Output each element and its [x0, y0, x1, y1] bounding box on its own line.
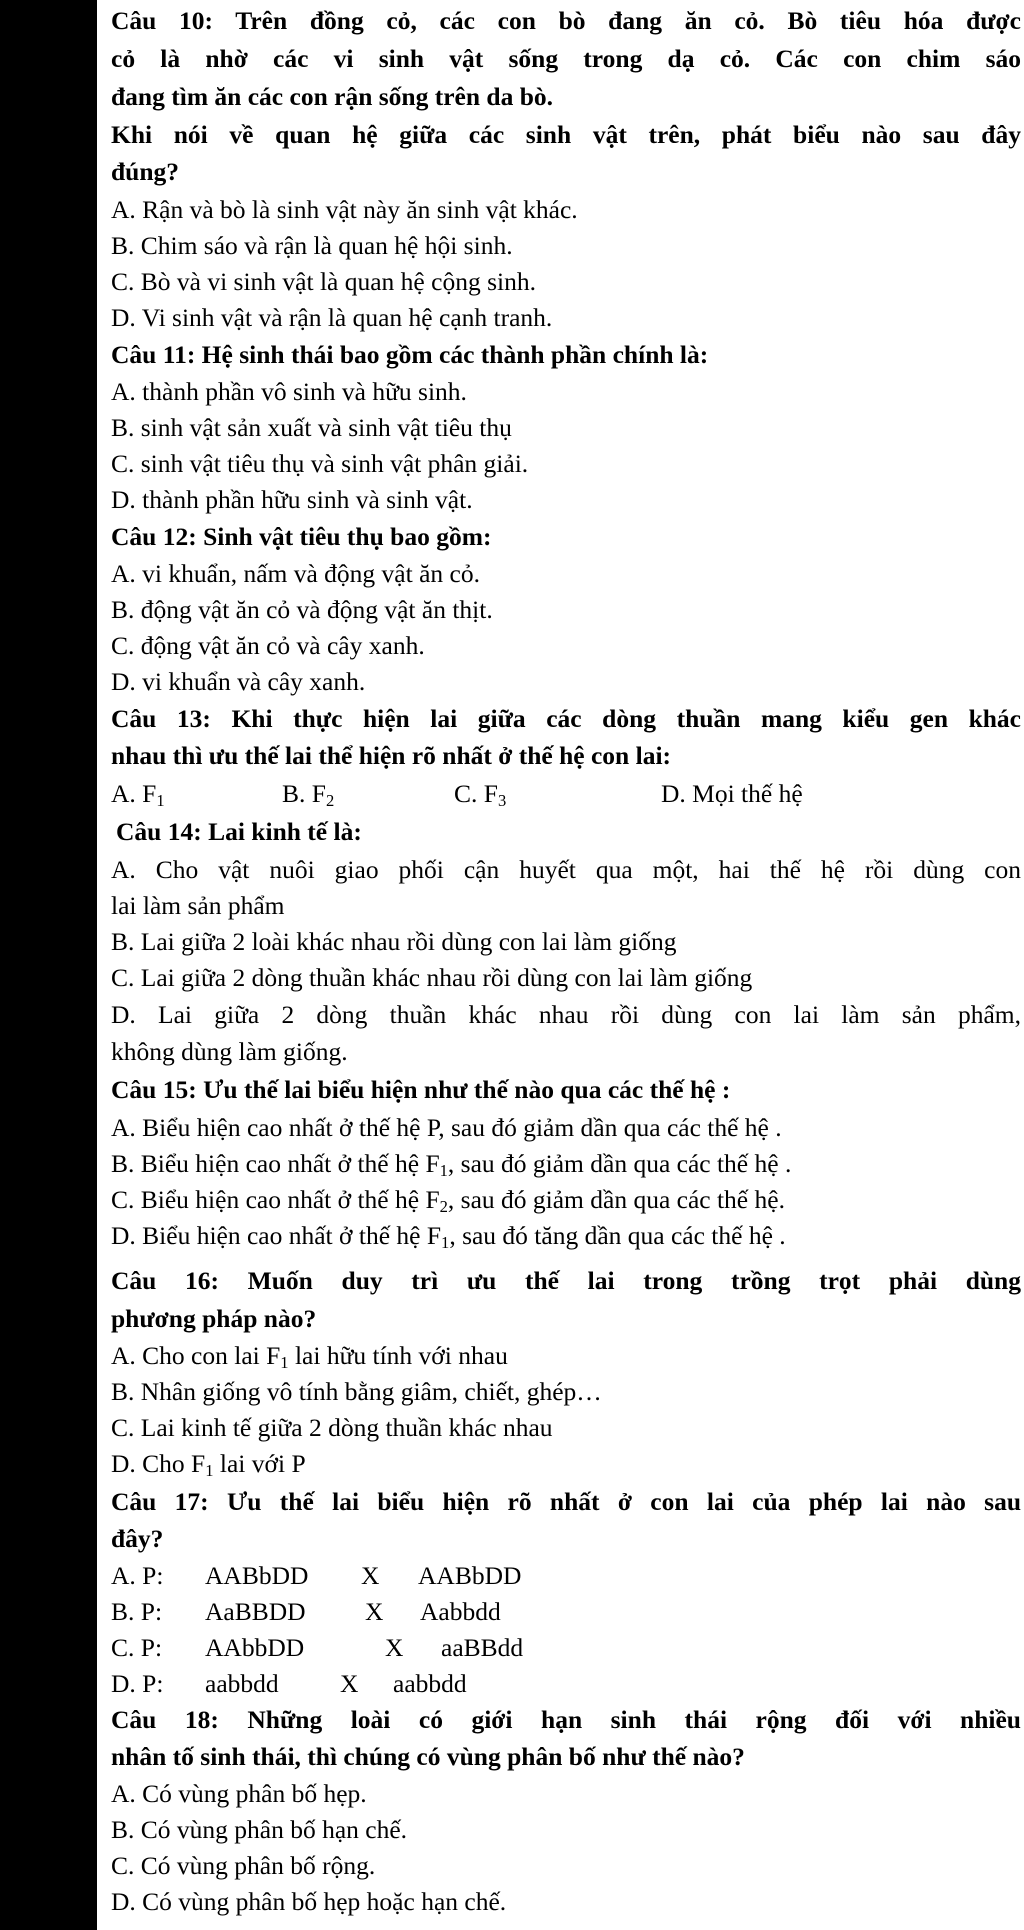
question-17-option-d-label: D. P: — [111, 1669, 164, 1698]
option-text: C. Lai kinh tế giữa 2 dòng thuần khác nhau — [111, 1413, 553, 1442]
option-text: C. Biểu hiện cao nhất ở thế hệ F — [111, 1185, 440, 1214]
question-10-stem-line: cỏ là nhờ các vi sinh vật sống trong dạ cỏ. Các con chim sáo — [111, 44, 1021, 73]
question-18-option-a: A. Có vùng phân bố hẹp. — [111, 1779, 367, 1808]
question-16-option-c — [111, 1411, 553, 1445]
option-text: D. Cho F — [111, 1449, 206, 1478]
question-15-option-a — [111, 1111, 782, 1145]
question-17-option-a-label: A. P: — [111, 1561, 164, 1590]
question-13-option-c — [454, 777, 506, 811]
question-13-stem-line: nhau thì ưu thế lai thể hiện rõ nhất ở thế hệ con lai: — [111, 741, 672, 770]
question-17-option-d-parent-2: aabbdd — [393, 1669, 467, 1698]
option-label: B. F — [282, 779, 326, 808]
question-17-stem-line: đây? — [111, 1524, 164, 1553]
question-17-option-c-parent-1: AAbbDD — [205, 1633, 305, 1662]
question-18-stem-line: nhân tố sinh thái, thì chúng có vùng phân bố như thế nào? — [111, 1742, 745, 1771]
question-17-option-d-parent-1: aabbdd — [205, 1669, 279, 1698]
question-10-stem-line: Câu 10: Trên đồng cỏ, các con bò đang ăn cỏ. Bò tiêu hóa được — [111, 6, 1021, 35]
option-text: lai hữu tính với nhau — [288, 1341, 508, 1370]
question-17-option-a-parent-1: AABbDD — [205, 1561, 309, 1590]
option-text: B. Nhân giống vô tính bằng giâm, chiết, ghép… — [111, 1377, 602, 1406]
option-label: C. F — [454, 779, 498, 808]
question-18-stem-line: Câu 18: Những loài có giới hạn sinh thái rộng đối với nhiều — [111, 1705, 1021, 1734]
question-17-stem-line: Câu 17: Ưu thế lai biểu hiện rõ nhất ở con lai của phép lai nào sau — [111, 1487, 1021, 1516]
question-18-option-b: B. Có vùng phân bố hạn chế. — [111, 1815, 408, 1844]
option-text: , sau đó giảm dần qua các thế hệ . — [447, 1149, 792, 1178]
subscript: 2 — [439, 1197, 448, 1217]
question-14-option-line: không dùng làm giống. — [111, 1037, 348, 1066]
question-13-stem-line: Câu 13: Khi thực hiện lai giữa các dòng thuần mang kiểu gen khác — [111, 704, 1021, 733]
question-17-option-c-cross: X — [385, 1633, 404, 1662]
question-11-option-c: C. sinh vật tiêu thụ và sinh vật phân giải. — [111, 449, 529, 478]
question-13-option-d — [661, 777, 803, 811]
question-17-option-b-parent-1: AaBBDD — [205, 1597, 306, 1626]
question-15-option-d — [111, 1219, 786, 1253]
question-13-option-b — [282, 777, 334, 811]
question-17-option-b-label: B. P: — [111, 1597, 163, 1626]
question-17-option-a-parent-2: AABbDD — [418, 1561, 522, 1590]
question-17-option-c-parent-2: aaBBdd — [441, 1633, 524, 1662]
question-14-option-line: A. Cho vật nuôi giao phối cận huyết qua một, hai thế hệ rồi dùng con — [111, 855, 1021, 884]
option-text: D. Biểu hiện cao nhất ở thế hệ F — [111, 1221, 442, 1250]
question-17-option-b-cross: X — [365, 1597, 384, 1626]
question-14-option-line: lai làm sản phẩm — [111, 891, 285, 920]
option-text: A. Cho con lai F — [111, 1341, 281, 1370]
question-10-option-d: D. Vi sinh vật và rận là quan hệ cạnh tranh. — [111, 303, 553, 332]
question-16-option-b — [111, 1375, 602, 1409]
subscript: 1 — [156, 791, 165, 811]
question-18-option-d: D. Có vùng phân bố hẹp hoặc hạn chế. — [111, 1887, 507, 1916]
question-15-option-c — [111, 1183, 785, 1217]
question-10-stem-line: đúng? — [111, 157, 180, 186]
subscript: 1 — [441, 1233, 450, 1253]
question-17-option-d-cross: X — [340, 1669, 359, 1698]
question-13-option-a — [111, 777, 165, 811]
question-14-option-line: D. Lai giữa 2 dòng thuần khác nhau rồi dùng con lai làm sản phẩm, — [111, 1000, 1021, 1029]
question-12-option-d: D. vi khuẩn và cây xanh. — [111, 667, 366, 696]
subscript: 1 — [439, 1161, 448, 1181]
option-text: A. Biểu hiện cao nhất ở thế hệ P, sau đó giảm dần qua các thế hệ . — [111, 1113, 782, 1142]
document-page — [97, 0, 1024, 1930]
option-text: , sau đó tăng dần qua các thế hệ . — [449, 1221, 786, 1250]
question-12-option-a: A. vi khuẩn, nấm và động vật ăn cỏ. — [111, 559, 480, 588]
question-11-option-d: D. thành phần hữu sinh và sinh vật. — [111, 485, 473, 514]
question-16-option-d — [111, 1447, 306, 1481]
question-15-stem: Câu 15: Ưu thế lai biểu hiện như thế nào qua các thế hệ : — [111, 1075, 731, 1104]
question-10-option-b: B. Chim sáo và rận là quan hệ hội sinh. — [111, 231, 513, 260]
subscript: 1 — [280, 1353, 289, 1373]
question-10-option-a: A. Rận và bò là sinh vật này ăn sinh vật khác. — [111, 195, 578, 224]
question-17-option-a-cross: X — [361, 1561, 380, 1590]
option-text: , sau đó giảm dần qua các thế hệ. — [447, 1185, 785, 1214]
option-label: A. F — [111, 779, 157, 808]
question-16-option-a — [111, 1339, 508, 1373]
question-14-stem: Câu 14: Lai kinh tế là: — [116, 817, 362, 846]
question-11-stem: Câu 11: Hệ sinh thái bao gồm các thành phần chính là: — [111, 340, 709, 369]
question-12-option-b: B. động vật ăn cỏ và động vật ăn thịt. — [111, 595, 493, 624]
question-17-option-b-parent-2: Aabbdd — [420, 1597, 501, 1626]
question-16-stem-line: Câu 16: Muốn duy trì ưu thế lai trong trồng trọt phải dùng — [111, 1266, 1021, 1295]
option-label: D. Mọi thế hệ — [661, 779, 803, 808]
question-10-stem-line: Khi nói về quan hệ giữa các sinh vật trên, phát biểu nào sau đây — [111, 120, 1021, 149]
option-text: B. Biểu hiện cao nhất ở thế hệ F — [111, 1149, 440, 1178]
question-10-option-c: C. Bò và vi sinh vật là quan hệ cộng sinh. — [111, 267, 536, 296]
subscript: 3 — [497, 791, 507, 811]
subscript: 1 — [205, 1461, 214, 1481]
question-16-stem-line: phương pháp nào? — [111, 1304, 317, 1333]
question-14-option-line: C. Lai giữa 2 dòng thuần khác nhau rồi dùng con lai làm giống — [111, 963, 753, 992]
question-12-option-c: C. động vật ăn cỏ và cây xanh. — [111, 631, 425, 660]
subscript: 2 — [325, 791, 335, 811]
question-12-stem: Câu 12: Sinh vật tiêu thụ bao gồm: — [111, 522, 492, 551]
question-15-option-b — [111, 1147, 791, 1181]
question-11-option-a: A. thành phần vô sinh và hữu sinh. — [111, 377, 467, 406]
question-17-option-c-label: C. P: — [111, 1633, 163, 1662]
option-text: lai với P — [213, 1449, 306, 1478]
question-18-option-c: C. Có vùng phân bố rộng. — [111, 1851, 376, 1880]
question-11-option-b: B. sinh vật sản xuất và sinh vật tiêu thụ — [111, 413, 512, 442]
question-10-stem-line: đang tìm ăn các con rận sống trên da bò. — [111, 82, 554, 111]
question-14-option-line: B. Lai giữa 2 loài khác nhau rồi dùng con lai làm giống — [111, 927, 677, 956]
